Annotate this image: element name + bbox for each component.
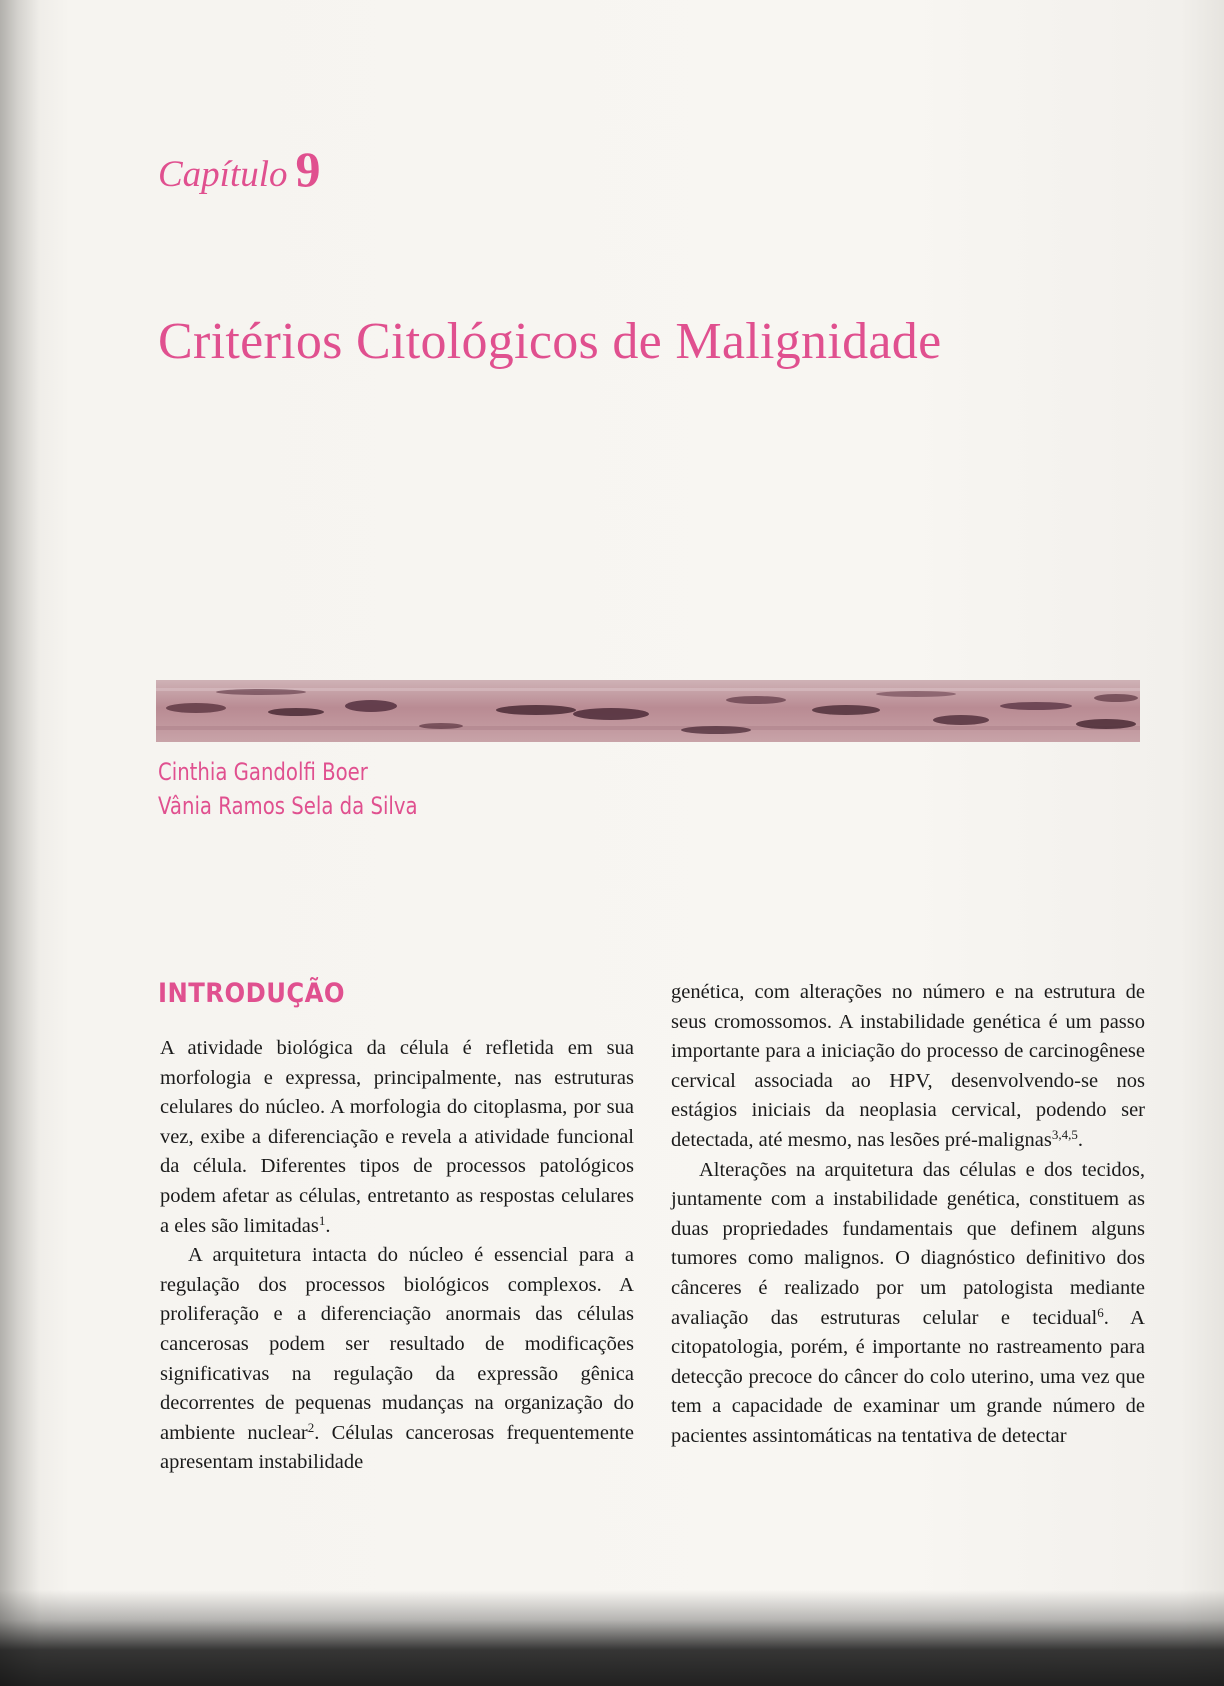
scan-bottom-shadow bbox=[0, 1590, 1224, 1686]
paragraph: A atividade biológica da célula é refletida em sua morfologia e expressa, principalmente, nas estruturas celulares do núcleo. A morfologia do citoplasma, por sua vez, exibe a diferenciação e revela a atividade funcional da célula. Diferentes tipos de processos patológicos podem afetar as células, entretanto as respostas celulares a eles são limitadas$^1$. bbox=[160, 1037, 634, 1237]
spine-shadow bbox=[0, 0, 40, 1686]
chapter-label bbox=[158, 140, 321, 198]
microscopy-cell-strip-icon bbox=[156, 680, 1140, 742]
right-column bbox=[671, 978, 1145, 1452]
reference-marker: 6 bbox=[1097, 1304, 1104, 1320]
author-2: Vânia Ramos Sela da Silva bbox=[158, 792, 418, 820]
chapter-number: 9 bbox=[295, 141, 321, 197]
paragraph: A arquitetura intacta do núcleo é essencial para a regulação dos processos biológicos complexos. A proliferação e a diferenciação anormais das células cancerosas podem ser resultado de modificações significativas na regulação da expressão gênica decorrentes de pequenas mudanças na organização do ambiente nuclear$^2$. Células cancerosas frequentemente apresentam instabilidade bbox=[160, 1244, 634, 1474]
chapter-title: Critérios Citológicos de Malignidade bbox=[158, 313, 942, 370]
reference-marker: 3,4,5 bbox=[1051, 1126, 1078, 1142]
paragraph: Alterações na arquitetura das células e dos tecidos, juntamente com a instabilidade genética, constituem as duas propriedades fundamentais que definem alguns tumores como malignos. O diagnóstico definitivo dos cânceres é realizado por um patologista mediante avaliação das estruturas celular e tecidual$^6$. A citopatologia, porém, é importante no rastreamento para detecção precoce do câncer do colo uterino, uma vez que tem a capacidade de examinar um grande número de pacientes assintomáticas na tentativa de detectar bbox=[671, 1158, 1145, 1447]
reference-marker: 1 bbox=[318, 1212, 326, 1228]
reference-marker: 2 bbox=[307, 1419, 315, 1435]
chapter-word: Capítulo bbox=[158, 154, 288, 195]
left-column bbox=[160, 1034, 634, 1478]
authors bbox=[158, 755, 418, 823]
author-1: Cinthia Gandolfi Boer bbox=[158, 758, 368, 786]
section-heading: INTRODUÇÃO bbox=[158, 978, 346, 1009]
microscopy-banner-image bbox=[156, 680, 1140, 742]
paragraph: genética, com alterações no número e na estrutura de seus cromossomos. A instabilidade genética é um passo importante para a iniciação do processo de carcinogênese cervical associada ao HPV, desenvolvendo-se nos estágios iniciais da neoplasia cervical, podendo ser detectada, até mesmo, nas lesões pré-malignas$^{3,4,5}$. bbox=[671, 981, 1145, 1151]
